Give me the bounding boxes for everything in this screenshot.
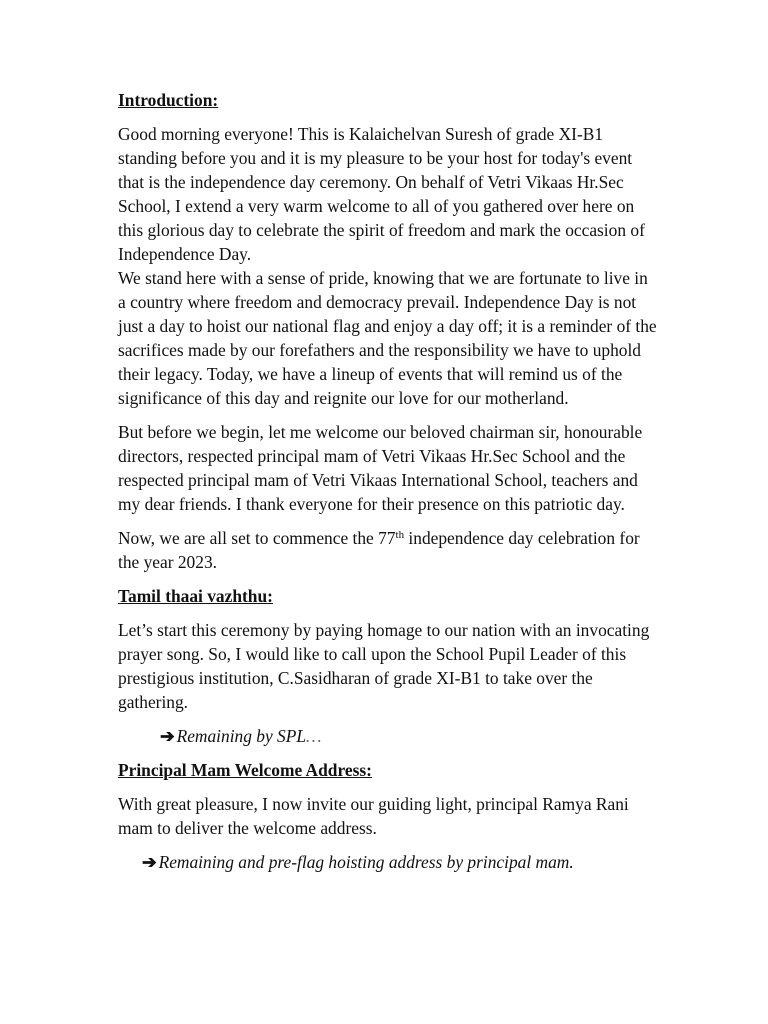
- intro-paragraph-greetings: But before we begin, let me welcome our beloved chairman sir, honourable directors, respected principal mam of Vetri Vikaas Hr.Sec School and the respected principal mam of Vetri Vikaas International School, teachers and my dear friends. I thank everyone for their presence on this patriotic day.: [118, 422, 643, 514]
- intro-paragraph-commence: [118, 526, 658, 574]
- document-body: [118, 88, 658, 884]
- tamil-thaai-heading: Tamil thaai vazhthu:: [118, 586, 273, 606]
- spl-note: [118, 724, 658, 748]
- spl-note-ellipsis: …: [306, 726, 322, 746]
- principal-welcome-heading: Principal Mam Welcome Address:: [118, 760, 372, 780]
- arrow-right-icon: ➔: [160, 726, 175, 746]
- tamil-paragraph: Let’s start this ceremony by paying homage to our nation with an invocating prayer song. So, I would like to call upon the School Pupil Leader of this prestigious institution, C.Sasidharan of grade XI-B1 to take over the gathering.: [118, 620, 650, 712]
- principal-paragraph: With great pleasure, I now invite our guiding light, principal Ramya Rani mam to deliver the welcome address.: [118, 794, 629, 838]
- ordinal-suffix: th: [395, 529, 405, 541]
- spl-note-text: Remaining by SPL: [176, 726, 307, 746]
- introduction-heading: Introduction:: [118, 90, 219, 110]
- intro-paragraph-welcome: Good morning everyone! This is Kalaichelvan Suresh of grade XI-B1 standing before you and it is my pleasure to be your host for today's event that is the independence day ceremony. On behalf of Vetri Vikaas Hr.Sec School, I extend a very warm welcome to all of you gathered over here on this glorious day to celebrate the spirit of freedom and mark the occasion of Independence Day.: [118, 124, 645, 264]
- commence-text-start: Now, we are all set to commence the 77: [118, 528, 396, 548]
- arrow-right-icon: ➔: [142, 852, 157, 872]
- principal-note: [118, 850, 658, 874]
- intro-paragraph-pride: We stand here with a sense of pride, knowing that we are fortunate to live in a country where freedom and democracy prevail. Independence Day is not just a day to hoist our national flag and enjoy a day off; it is a reminder of the sacrifices made by our forefathers and the responsibility we have to uphold their legacy. Today, we have a lineup of events that will remind us of the significance of this day and reignite our love for our motherland.: [118, 268, 657, 408]
- principal-note-text: Remaining and pre-flag hoisting address by principal mam.: [158, 852, 574, 872]
- commence-text-end: independence day celebration for the year 2023.: [118, 528, 640, 572]
